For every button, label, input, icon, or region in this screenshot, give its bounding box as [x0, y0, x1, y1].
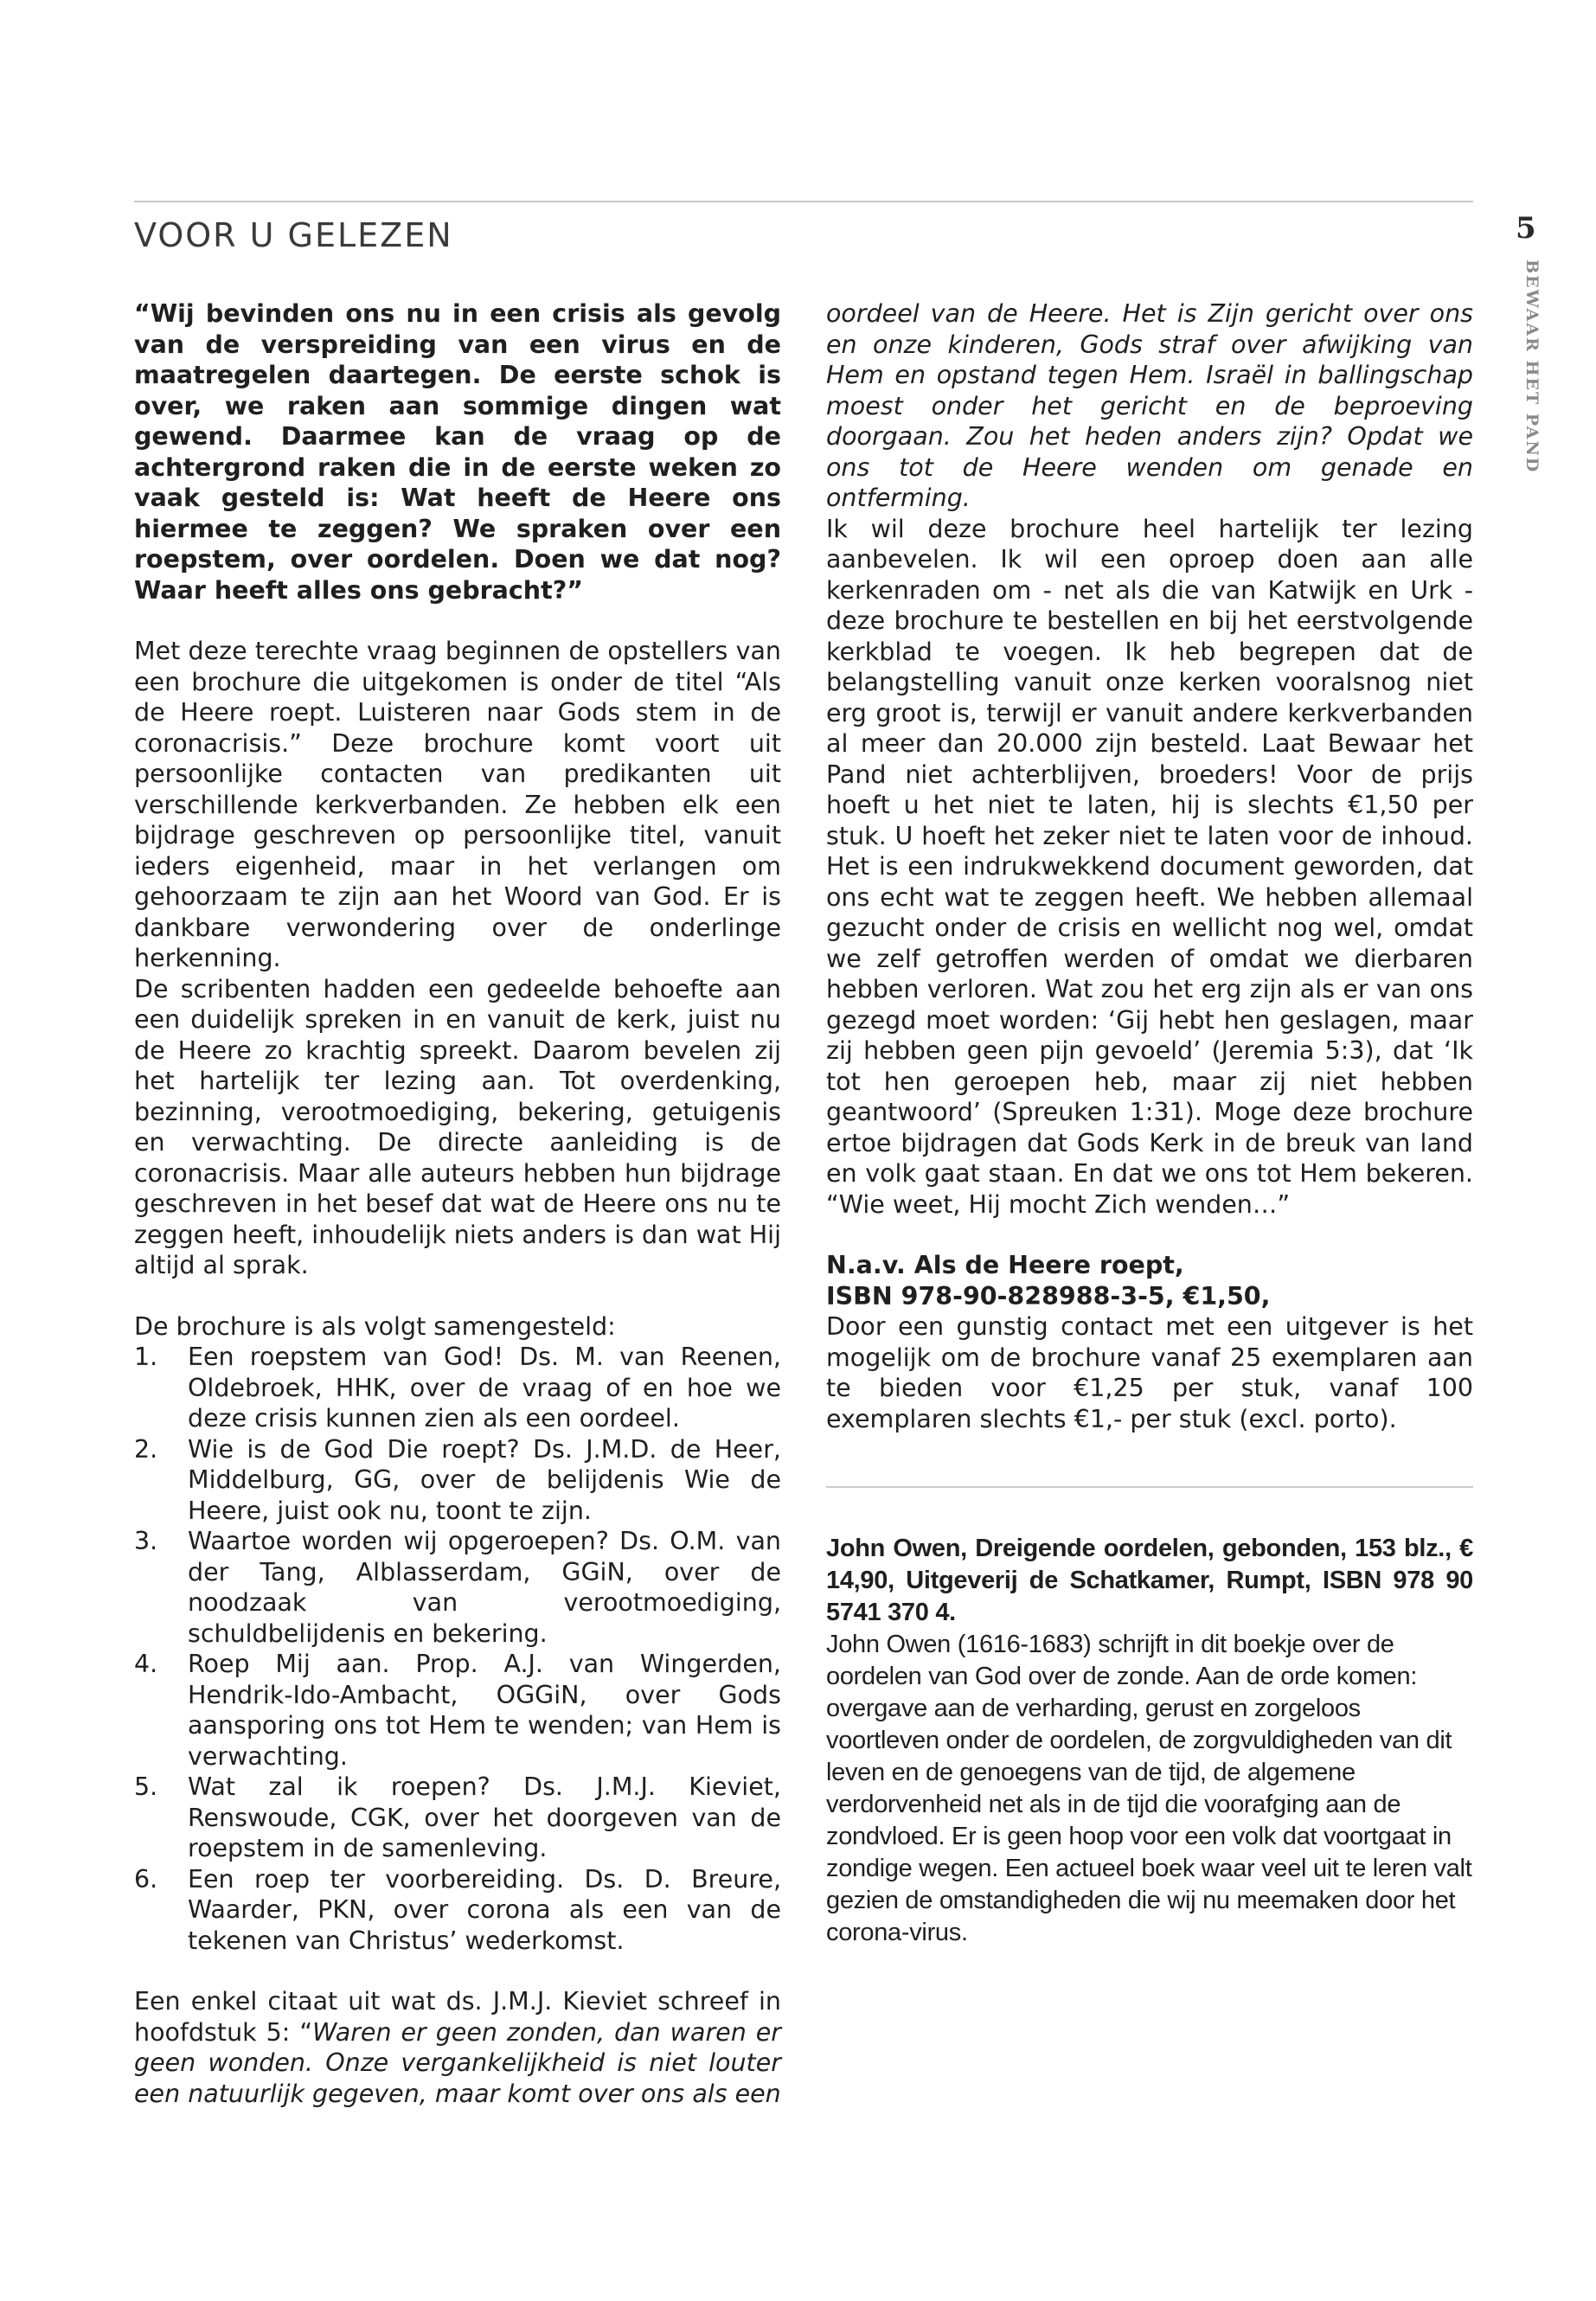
list-number: 1. [134, 1343, 158, 1371]
citation [134, 1986, 781, 2109]
page-number: 5 [1516, 211, 1536, 246]
list-text: Een roepstem van God! Ds. M. van Reenen, Oldebroek, HHK, over de vraag of en hoe we deze crisis kunnen zien als een oordeel. [188, 1343, 781, 1433]
citation-intro: Een enkel citaat uit wat ds. J.M.J. Kieviet schreef in hoofdstuk 5: “ [134, 1987, 781, 2047]
recommendation-paragraph: Ik wil deze brochure heel hartelijk ter lezing aanbevelen. Ik wil een oproep doen aan alle kerkenraden om - net als die van Katwijk en Urk - deze brochure te bestellen en bij het eerstvolgende kerkblad te voegen. Ik heb begrepen dat de belangstelling vanuit onze kerken vooralsnog niet erg groot is, terwijl er vanuit andere kerkverbanden al meer dan 20.000 zijn besteld. Laat Bewaar het Pand niet achterblijven, broeders! Voor de prijs hoeft u het niet te laten, hij is slechts €1,50 per stuk. U hoeft het zeker niet te laten voor de inhoud. Het is een indrukwekkend document geworden, dat ons echt wat te zeggen heeft. We hebben allemaal gezucht onder de crisis en wellicht nog wel, omdat we zelf getroffen werden of omdat we dierbaren hebben verloren. Wat zou het erg zijn als er van ons gezegd moet worden: ‘Gij hebt hen geslagen, maar zij hebben geen pijn gevoeld’ (Jeremia 5:3), dat ‘Ik tot hen geroepen heb, maar zij niet hebben geantwoord’ (Spreuken 1:31). Moge deze brochure ertoe bijdragen dat Gods Kerk in de breuk van land en volk gaat staan. En dat we ons tot Hem bekeren. “Wie weet, Hij mocht Zich wenden…” [826, 514, 1473, 1219]
running-head: BEWAAR HET PAND [1522, 260, 1542, 474]
list-number: 4. [134, 1650, 158, 1678]
book-review [826, 1533, 1473, 1949]
list-intro: De brochure is als volgt samengesteld: [134, 1311, 616, 1341]
list-text: Wie is de God Die roept? Ds. J.M.D. de Heer, Middelburg, GG, over de belijdenis Wie de Heere, juist ook nu, toont te zijn. [188, 1434, 781, 1525]
list-text: Wat zal ik roepen? Ds. J.M.J. Kieviet, Renswoude, CGK, over het doorgeven van de roepstem in de samenleving. [188, 1772, 781, 1862]
list-number: 3. [134, 1527, 158, 1555]
list-item [134, 1864, 781, 1957]
source-text: Door een gunstig contact met een uitgever is het mogelijk om de brochure vanaf 25 exemplaren aan te bieden voor €1,25 per stuk, vanaf 100 exemplaren slechts €1,- per stuk (excl. porto). [826, 1312, 1473, 1433]
list-number: 2. [134, 1434, 158, 1464]
article-paragraph-1: Met deze terechte vraag beginnen de opstellers van een brochure die uitgekomen is onder de titel “Als de Heere roept. Luisteren naar Gods stem in de coronacrisis.” Deze brochure komt voort uit persoonlijke contacten van predikanten uit verschillende kerkverbanden. Ze hebben elk een bijdrage geschreven op persoonlijke titel, vanuit ieders eigenheid, maar in het verlangen om gehoorzaam te zijn aan het Woord van God. Er is dankbare verwondering over de onderlinge herkenning. [134, 637, 781, 972]
source-isbn: ISBN 978-90-828988-3-5, €1,50, [826, 1281, 1271, 1311]
list-text: Roep Mij aan. Prop. A.J. van Wingerden, Hendrik-Ido-Ambacht, OGGiN, over Gods aansporing ons tot Hem te wenden; van Hem is verwachting. [188, 1650, 781, 1771]
list-text: Een roep ter voorbereiding. Ds. D. Breure, Waarder, PKN, over corona als een van de tekenen van Christus’ wederkomst. [188, 1864, 781, 1955]
review-body: John Owen (1616-1683) schrijft in dit boekje over de oordelen van God over de zonde. Aan de orde komen: overgave aan de verharding, gerust en zorgeloos voortleven onder de oordelen, de zorgvuldigheden van dit leven en de genoegens van de tijd, de algemene verdorvenheid net als in de tijd die voorafging aan de zondvloed. Er is geen hoop voor een volk dat voortgaat in zondige wegen. Een actueel boek waar veel uit te leren valt gezien de omstandigheden die wij nu meemaken door het corona-virus. [826, 1631, 1472, 1946]
list-item [134, 1342, 781, 1434]
section-title: VOOR U GELEZEN [134, 216, 453, 254]
list-item [134, 1772, 781, 1864]
citation-quote: Waren er geen zonden, dan waren er geen wonden. Onze vergankelijkheid is niet louter een natuurlijk gegeven, maar komt over ons als een [134, 2017, 781, 2108]
list-number: 6. [134, 1864, 158, 1894]
right-column [826, 298, 1473, 1949]
header-rule [134, 201, 1473, 202]
list-item [134, 1526, 781, 1649]
list-number: 5. [134, 1772, 158, 1801]
contents-list [134, 1342, 781, 1956]
section-divider [826, 1486, 1473, 1488]
list-item [134, 1649, 781, 1772]
review-heading: John Owen, Dreigende oordelen, gebonden, 153 blz., € 14,90, Uitgeverij de Schatkamer, Rumpt, ISBN 978 90 5741 370 4. [826, 1535, 1473, 1626]
citation-continuation-space: oordeel van de Heere. Het is Zijn gericht over ons en onze kinderen, Gods straf over afwijking van Hem en opstand tegen Hem. Israël in ballingschap moest onder het gericht en de beproeving doorgaan. Zou het heden anders zijn? Opdat we ons tot de Heere wenden om genade en ontferming. [826, 299, 1473, 512]
source-title: N.a.v. Als de Heere roept, [826, 1251, 1184, 1279]
list-text: Waartoe worden wij opgeroepen? Ds. O.M. van der Tang, Alblasserdam, GGiN, over de noodzaak van verootmoediging, schuldbelijdenis en bekering. [188, 1527, 781, 1648]
article-paragraph-2: De scribenten hadden een gedeelde behoefte aan een duidelijk spreken in en vanuit de kerk, juist nu de Heere zo krachtig spreekt. Daarom bevelen zij het hartelijk ter lezing aan. Tot overdenking, bezinning, verootmoediging, bekering, getuigenis en verwachting. De directe aanleiding is de coronacrisis. Maar alle auteurs hebben hun bijdrage geschreven in het besef dat wat de Heere ons nu te zeggen heeft, inhoudelijk niets anders is dan wat Hij altijd al sprak. [134, 974, 781, 1279]
intro-quote: “Wij bevinden ons nu in een crisis als gevolg van de verspreiding van een virus en de maatregelen daartegen. De eerste schok is over, we raken aan sommige dingen wat gewend. Daarmee kan de vraag op de achtergrond raken die in de eerste weken zo vaak gesteld is: Wat heeft de Heere ons hiermee te zeggen? We spraken over een roepstem, over oordelen. Doen we dat nog? Waar heeft alles ons gebracht?” [134, 299, 781, 605]
left-column [134, 298, 781, 2109]
list-item [134, 1434, 781, 1527]
